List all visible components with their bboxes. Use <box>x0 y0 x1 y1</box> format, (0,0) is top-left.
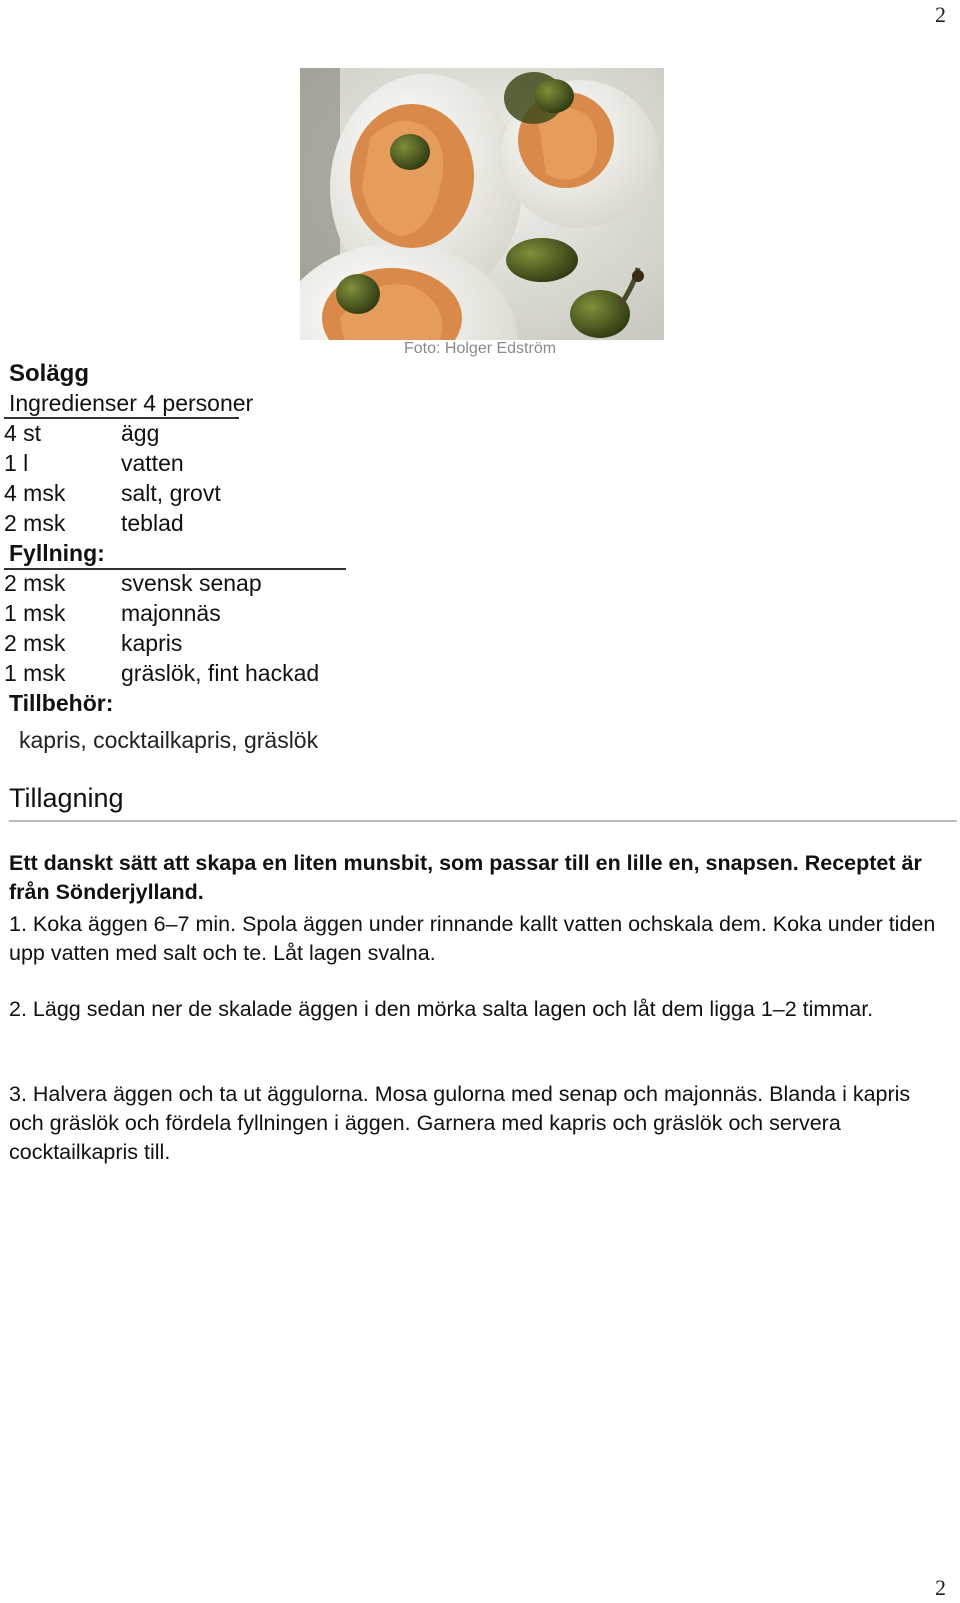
filling-item: gräslök, fint hackad <box>121 660 320 686</box>
ingredient-row <box>4 510 184 537</box>
filling-qty: 1 msk <box>4 660 66 686</box>
preparation-heading: Tillagning <box>9 783 124 813</box>
ingredient-row <box>4 480 221 507</box>
ingredient-qty: 4 msk <box>4 480 66 506</box>
photo-credit: Foto: Holger Edström <box>404 340 557 357</box>
preparation-step-3: 3. Halvera äggen och ta ut äggulorna. Mosa gulorna med senap och majonnäs. Blanda i kapris och gräslök och fördela fyllningen i äggen. Garnera med kapris och gräslök och servera cocktailkapris till. <box>9 1082 911 1164</box>
filling-row <box>4 660 319 687</box>
filling-row <box>4 630 182 657</box>
filling-row <box>4 600 221 627</box>
filling-qty: 2 msk <box>4 630 66 656</box>
filling-heading: Fyllning: <box>9 540 105 566</box>
accessories-heading: Tillbehör: <box>9 690 114 716</box>
accessories-text: kapris, cocktailkapris, gräslök <box>19 727 319 753</box>
ingredient-item: teblad <box>121 510 184 536</box>
filling-qty: 2 msk <box>4 570 66 596</box>
section-divider <box>9 820 957 822</box>
deviled-eggs-photo <box>300 68 664 340</box>
recipe-title: Solägg <box>9 360 90 387</box>
ingredient-qty: 1 l <box>4 450 29 476</box>
page-number-bottom: 2 <box>935 1575 946 1600</box>
filling-item: kapris <box>121 630 183 656</box>
ingredient-qty: 2 msk <box>4 510 66 536</box>
preparation-step-1: 1. Koka äggen 6–7 min. Spola äggen under rinnande kallt vatten ochskala dem. Koka under tiden upp vatten med salt och te. Låt lagen svalna. <box>9 912 936 965</box>
ingredient-row <box>4 420 159 447</box>
filling-qty: 1 msk <box>4 600 66 626</box>
ingredient-item: vatten <box>121 450 184 476</box>
ingredients-underline <box>4 417 239 419</box>
filling-item: svensk senap <box>121 570 262 596</box>
ingredient-row <box>4 450 184 477</box>
page-number-top: 2 <box>935 2 946 27</box>
ingredient-item: ägg <box>121 420 160 446</box>
filling-row <box>4 570 262 597</box>
ingredients-heading: Ingredienser 4 personer <box>9 390 254 416</box>
preparation-step-2: 2. Lägg sedan ner de skalade äggen i den mörka salta lagen och låt dem ligga 1–2 timmar. <box>9 997 874 1021</box>
filling-item: majonnäs <box>121 600 221 626</box>
ingredient-qty: 4 st <box>4 420 42 446</box>
ingredient-item: salt, grovt <box>121 480 221 506</box>
preparation-intro: Ett danskt sätt att skapa en liten munsbit, som passar till en lille en, snapsen. Receptet är från Sönderjylland. <box>9 851 922 904</box>
